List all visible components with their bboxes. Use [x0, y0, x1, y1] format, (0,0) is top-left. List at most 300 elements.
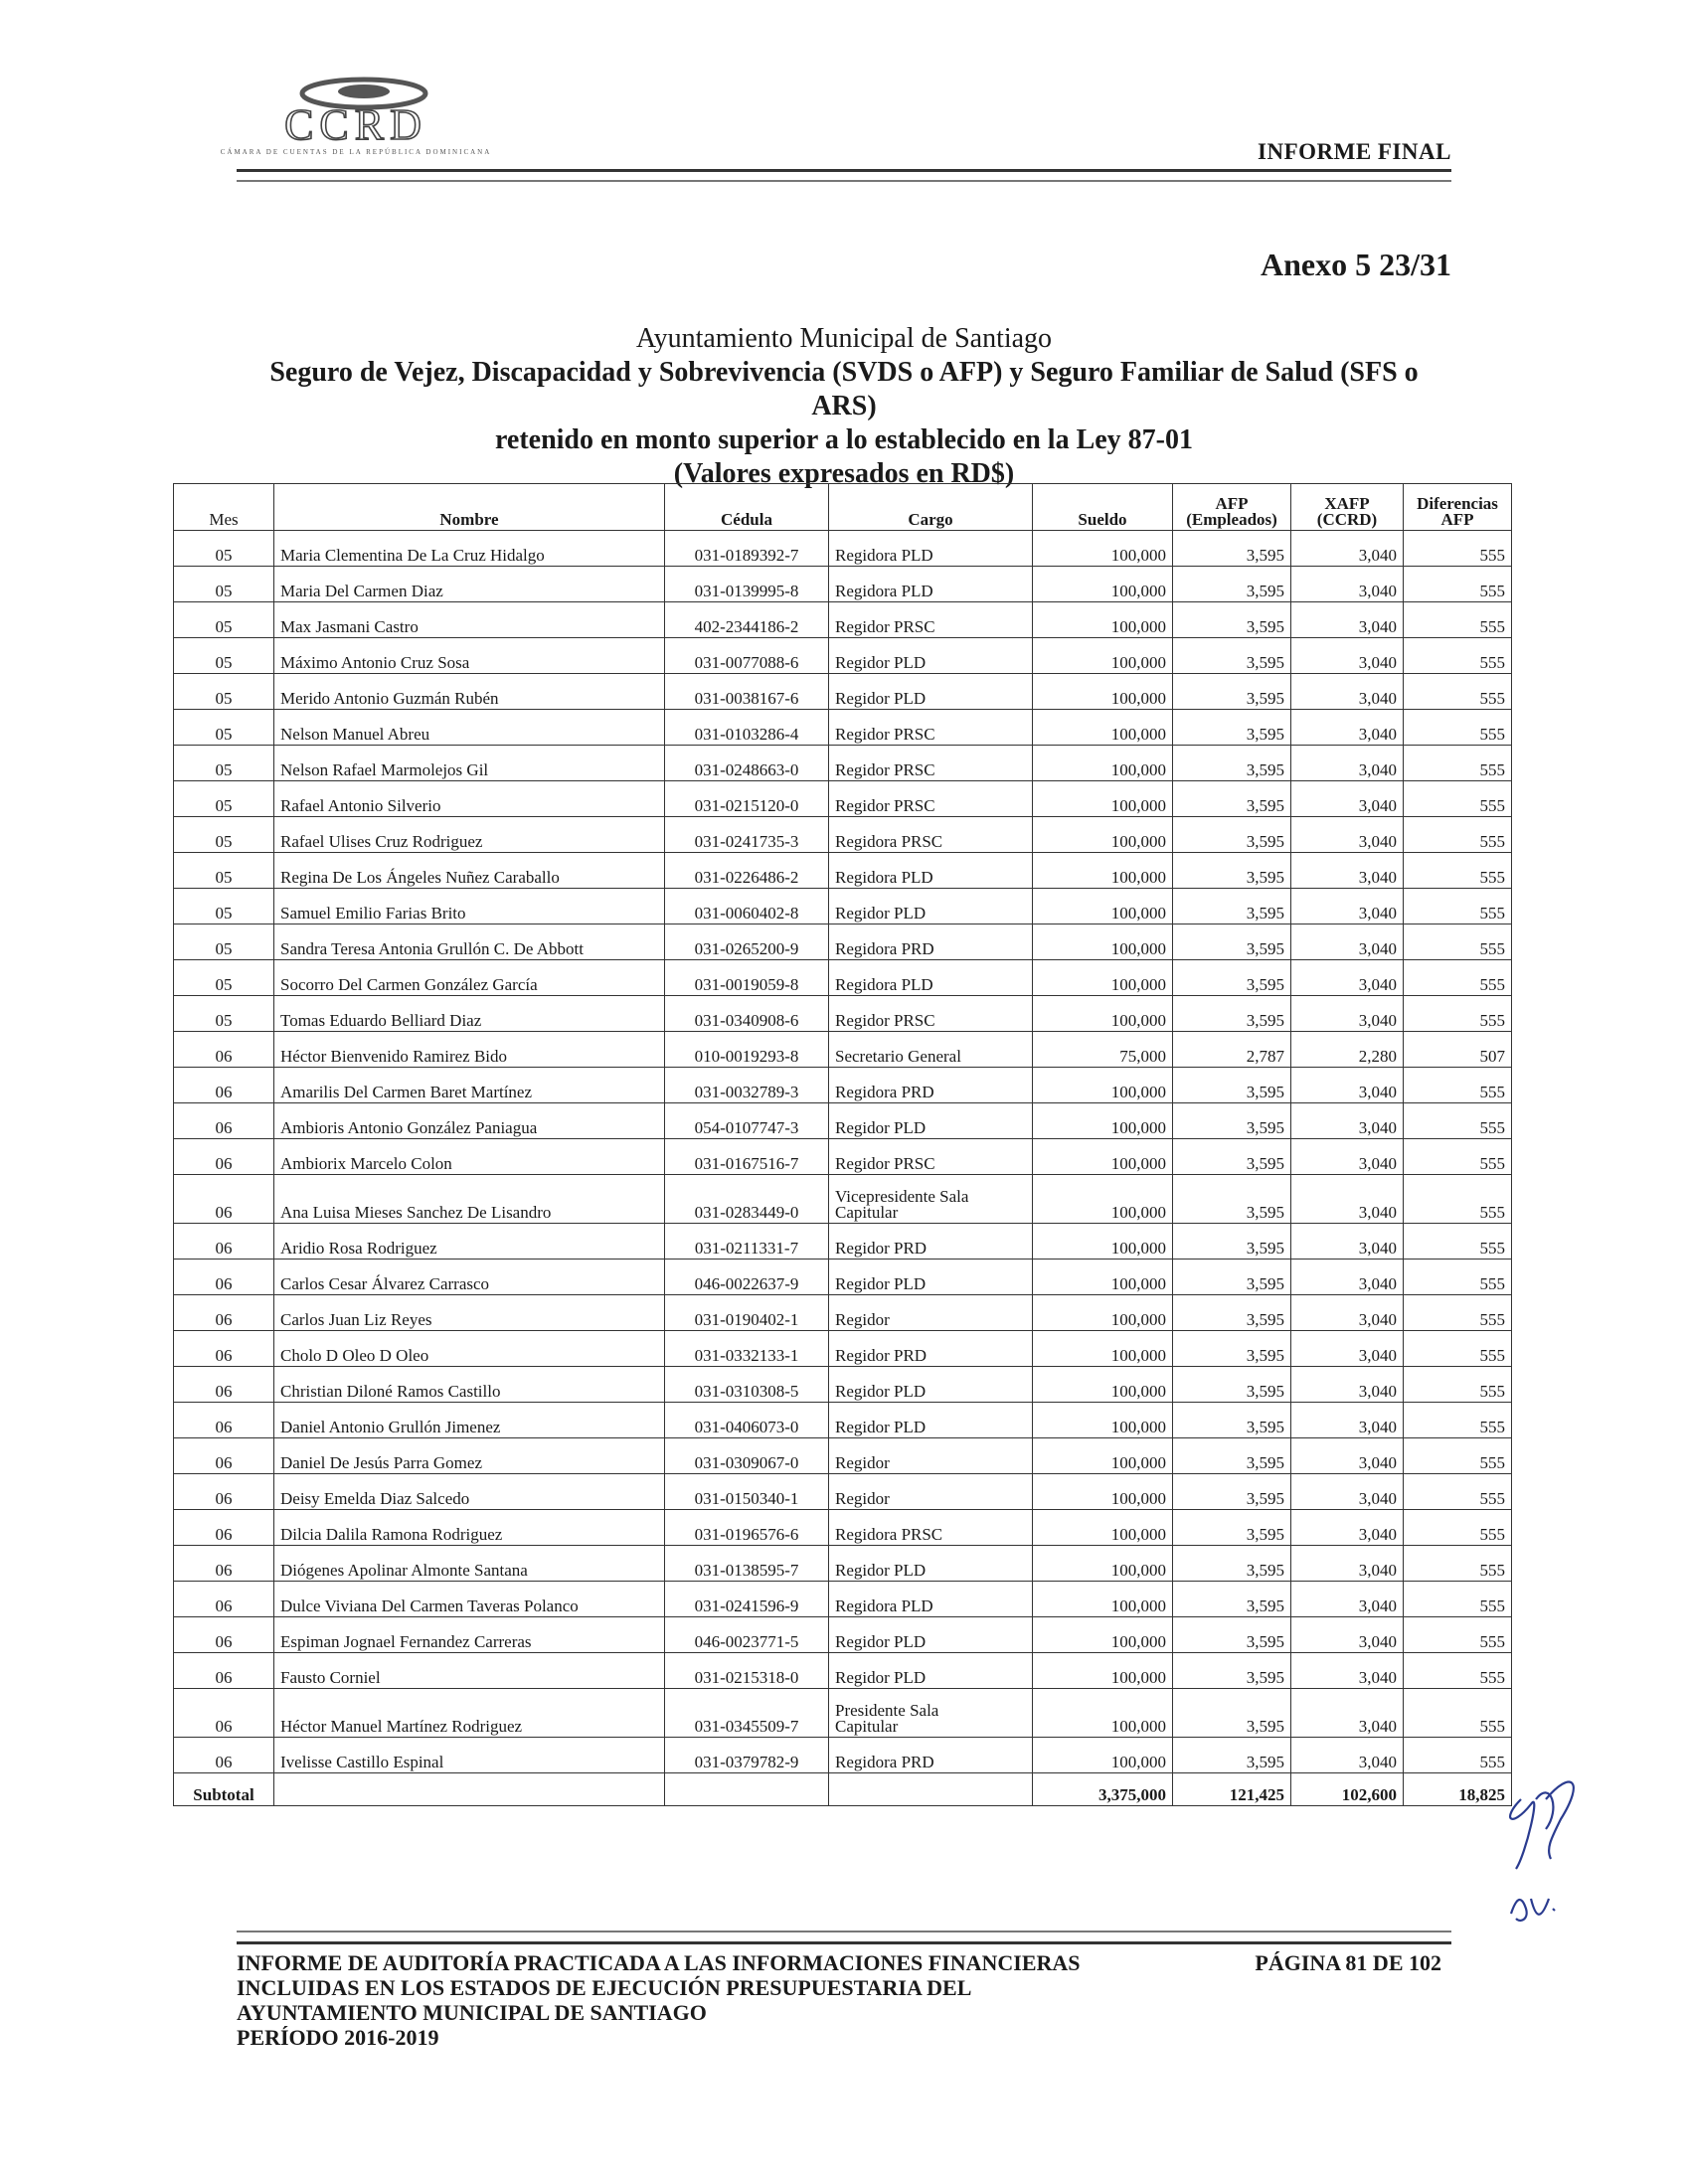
- cell-mes: 05: [174, 746, 274, 781]
- cell-cargo: Regidor: [829, 1474, 1033, 1510]
- cell-xafp: 3,040: [1291, 1474, 1404, 1510]
- cell-cedula: 046-0022637-9: [665, 1260, 829, 1295]
- cell-cargo: Regidora PLD: [829, 567, 1033, 602]
- cell-sueldo: 100,000: [1033, 1582, 1173, 1617]
- handwritten-initials: [1491, 1760, 1601, 1938]
- cell-mes: 06: [174, 1068, 274, 1103]
- table-row: [174, 1617, 1512, 1653]
- cell-afp: 2,787: [1173, 1032, 1291, 1068]
- cell-xafp: 3,040: [1291, 746, 1404, 781]
- cell-cargo: Regidora PRSC: [829, 1510, 1033, 1546]
- cell-afp: 3,595: [1173, 781, 1291, 817]
- cell-mes: 05: [174, 710, 274, 746]
- cell-cargo: Regidor PLD: [829, 1103, 1033, 1139]
- cell-xafp: 3,040: [1291, 1331, 1404, 1367]
- cell-diferencias: 555: [1404, 1738, 1512, 1773]
- cell-xafp: 3,040: [1291, 1224, 1404, 1260]
- cell-cedula: 031-0077088-6: [665, 638, 829, 674]
- cell-diferencias: 555: [1404, 1617, 1512, 1653]
- cell-cedula: 031-0265200-9: [665, 924, 829, 960]
- cell-diferencias: 555: [1404, 674, 1512, 710]
- cell-afp: 3,595: [1173, 1617, 1291, 1653]
- cell-nombre: Tomas Eduardo Belliard Diaz: [274, 996, 665, 1032]
- cell-sueldo: 100,000: [1033, 746, 1173, 781]
- cell-xafp: 3,040: [1291, 1546, 1404, 1582]
- table-row: [174, 1068, 1512, 1103]
- table-row: [174, 924, 1512, 960]
- cell-sueldo: 100,000: [1033, 1653, 1173, 1689]
- cell-cedula: 031-0038167-6: [665, 674, 829, 710]
- cell-nombre: Rafael Antonio Silverio: [274, 781, 665, 817]
- cell-mes: 06: [174, 1582, 274, 1617]
- cell-cedula: 031-0215318-0: [665, 1653, 829, 1689]
- cell-diferencias: 555: [1404, 1510, 1512, 1546]
- table-row: [174, 674, 1512, 710]
- cell-cargo: Regidor PLD: [829, 674, 1033, 710]
- cell-afp: 3,595: [1173, 1546, 1291, 1582]
- cell-afp: 3,595: [1173, 1175, 1291, 1224]
- cell-diferencias: 555: [1404, 1474, 1512, 1510]
- afp-table: [173, 483, 1512, 1806]
- cell-nombre: Merido Antonio Guzmán Rubén: [274, 674, 665, 710]
- cell-sueldo: 100,000: [1033, 1260, 1173, 1295]
- cell-afp: 3,595: [1173, 1689, 1291, 1738]
- cell-cargo: Regidor PRSC: [829, 1139, 1033, 1175]
- cell-sueldo: 100,000: [1033, 1295, 1173, 1331]
- cell-afp: 3,595: [1173, 1367, 1291, 1403]
- col-afp: [1173, 484, 1291, 531]
- cell-mes: 06: [174, 1546, 274, 1582]
- table-row: [174, 602, 1512, 638]
- cell-afp: 3,595: [1173, 996, 1291, 1032]
- cell-nombre: Aridio Rosa Rodriguez: [274, 1224, 665, 1260]
- table-header-row: [174, 484, 1512, 531]
- cell-cargo-line2: Capitular: [835, 1203, 899, 1222]
- cell-cedula: 031-0150340-1: [665, 1474, 829, 1510]
- cell-nombre: Sandra Teresa Antonia Grullón C. De Abbott: [274, 924, 665, 960]
- cell-diferencias: 555: [1404, 1653, 1512, 1689]
- cell-nombre: Maria Clementina De La Cruz Hidalgo: [274, 531, 665, 567]
- cell-sueldo: 100,000: [1033, 1546, 1173, 1582]
- cell-cargo: Regidora PRD: [829, 1068, 1033, 1103]
- cell-mes: 05: [174, 567, 274, 602]
- title-subject: Seguro de Vejez, Discapacidad y Sobrevivencia (SVDS o AFP) y Seguro Familiar de Salud (SFS o ARS): [269, 357, 1419, 421]
- cell-cedula: 031-0310308-5: [665, 1367, 829, 1403]
- cell-nombre: Max Jasmani Castro: [274, 602, 665, 638]
- cell-cedula: 031-0241596-9: [665, 1582, 829, 1617]
- cell-afp: 3,595: [1173, 1068, 1291, 1103]
- cell-cargo: Regidor PRD: [829, 1224, 1033, 1260]
- cell-xafp: 3,040: [1291, 817, 1404, 853]
- cell-diferencias: 555: [1404, 602, 1512, 638]
- cell-xafp: 3,040: [1291, 1175, 1404, 1224]
- cell-cedula: 046-0023771-5: [665, 1617, 829, 1653]
- cell-cedula: 031-0309067-0: [665, 1438, 829, 1474]
- cell-cedula: 031-0189392-7: [665, 531, 829, 567]
- cell-nombre: Dilcia Dalila Ramona Rodriguez: [274, 1510, 665, 1546]
- cell-diferencias: 555: [1404, 1403, 1512, 1438]
- col-xafp: [1291, 484, 1404, 531]
- table-row: [174, 1295, 1512, 1331]
- footer-report-title: [237, 1950, 1131, 2050]
- cell-nombre: Máximo Antonio Cruz Sosa: [274, 638, 665, 674]
- cell-cedula: 031-0379782-9: [665, 1738, 829, 1773]
- cell-cedula: 031-0139995-8: [665, 567, 829, 602]
- cell-nombre: Héctor Bienvenido Ramirez Bido: [274, 1032, 665, 1068]
- subtotal-empty: [274, 1773, 665, 1806]
- table-row: [174, 996, 1512, 1032]
- table-row: [174, 1032, 1512, 1068]
- cell-diferencias: 555: [1404, 1103, 1512, 1139]
- col-xafp-line1: XAFP: [1324, 494, 1370, 513]
- cell-mes: 06: [174, 1738, 274, 1773]
- cell-diferencias: 555: [1404, 853, 1512, 889]
- col-nombre: Nombre: [274, 484, 665, 531]
- cell-xafp: 3,040: [1291, 638, 1404, 674]
- cell-cargo: Regidor PRSC: [829, 710, 1033, 746]
- col-xafp-line2: (CCRD): [1316, 510, 1378, 529]
- subtotal-empty: [829, 1773, 1033, 1806]
- cell-mes: 06: [174, 1260, 274, 1295]
- cell-cargo: Regidor PLD: [829, 1546, 1033, 1582]
- cell-mes: 06: [174, 1103, 274, 1139]
- cell-xafp: 3,040: [1291, 1403, 1404, 1438]
- cell-sueldo: 100,000: [1033, 853, 1173, 889]
- cell-afp: 3,595: [1173, 1738, 1291, 1773]
- footer-line: AYUNTAMIENTO MUNICIPAL DE SANTIAGO: [237, 2000, 707, 2025]
- title-currency: (Valores expresados en RD$): [673, 458, 1015, 489]
- cell-xafp: 3,040: [1291, 1510, 1404, 1546]
- table-row: [174, 746, 1512, 781]
- cell-mes: 06: [174, 1367, 274, 1403]
- col-sueldo: Sueldo: [1033, 484, 1173, 531]
- footer-line: PERÍODO 2016-2019: [237, 2025, 439, 2050]
- cell-nombre: Dulce Viviana Del Carmen Taveras Polanco: [274, 1582, 665, 1617]
- cell-afp: 3,595: [1173, 1653, 1291, 1689]
- cell-mes: 05: [174, 781, 274, 817]
- cell-cargo: Regidor PLD: [829, 1367, 1033, 1403]
- cell-nombre: Nelson Manuel Abreu: [274, 710, 665, 746]
- subtotal-xafp: 102,600: [1291, 1773, 1404, 1806]
- cell-cedula: 031-0190402-1: [665, 1295, 829, 1331]
- col-cedula: Cédula: [665, 484, 829, 531]
- cell-sueldo: 100,000: [1033, 996, 1173, 1032]
- svg-text:CÁMARA DE CUENTAS DE LA REPÚBL: CÁMARA DE CUENTAS DE LA REPÚBLICA DOMINICANA: [220, 148, 492, 156]
- cell-diferencias: 555: [1404, 889, 1512, 924]
- cell-sueldo: 100,000: [1033, 674, 1173, 710]
- table-row: [174, 781, 1512, 817]
- cell-diferencias: 555: [1404, 817, 1512, 853]
- svg-text:CCRD: CCRD: [284, 100, 427, 149]
- cell-sueldo: 100,000: [1033, 1689, 1173, 1738]
- cell-xafp: 3,040: [1291, 674, 1404, 710]
- cell-xafp: 3,040: [1291, 567, 1404, 602]
- cell-cargo: Regidor PRSC: [829, 746, 1033, 781]
- cell-cedula: 031-0103286-4: [665, 710, 829, 746]
- table-row: [174, 531, 1512, 567]
- cell-cargo: Regidora PRSC: [829, 817, 1033, 853]
- cell-nombre: Rafael Ulises Cruz Rodriguez: [274, 817, 665, 853]
- cell-sueldo: 100,000: [1033, 1103, 1173, 1139]
- table-row: [174, 817, 1512, 853]
- cell-sueldo: 100,000: [1033, 1403, 1173, 1438]
- cell-afp: 3,595: [1173, 889, 1291, 924]
- cell-xafp: 3,040: [1291, 1689, 1404, 1738]
- cell-sueldo: 100,000: [1033, 1738, 1173, 1773]
- header-rule: [237, 169, 1451, 182]
- cell-afp: 3,595: [1173, 1510, 1291, 1546]
- cell-xafp: 3,040: [1291, 710, 1404, 746]
- cell-sueldo: 100,000: [1033, 602, 1173, 638]
- cell-nombre: Deisy Emelda Diaz Salcedo: [274, 1474, 665, 1510]
- table-row: [174, 1438, 1512, 1474]
- cell-cargo-line2: Capitular: [835, 1717, 899, 1736]
- cell-mes: 06: [174, 1175, 274, 1224]
- cell-cargo: Regidor PLD: [829, 1617, 1033, 1653]
- table-row: [174, 1103, 1512, 1139]
- page-number: PÁGINA 81 DE 102: [1255, 1950, 1441, 1975]
- cell-cedula: 031-0226486-2: [665, 853, 829, 889]
- cell-sueldo: 100,000: [1033, 1331, 1173, 1367]
- cell-sueldo: 100,000: [1033, 924, 1173, 960]
- cell-diferencias: 555: [1404, 1438, 1512, 1474]
- cell-afp: 3,595: [1173, 1403, 1291, 1438]
- cell-cargo: Regidora PLD: [829, 960, 1033, 996]
- cell-afp: 3,595: [1173, 531, 1291, 567]
- cell-nombre: Diógenes Apolinar Almonte Santana: [274, 1546, 665, 1582]
- cell-cedula: 054-0107747-3: [665, 1103, 829, 1139]
- cell-mes: 06: [174, 1331, 274, 1367]
- cell-cargo: Regidor PRSC: [829, 996, 1033, 1032]
- cell-diferencias: 555: [1404, 567, 1512, 602]
- cell-xafp: 3,040: [1291, 602, 1404, 638]
- cell-nombre: Socorro Del Carmen González García: [274, 960, 665, 996]
- cell-cargo: Regidora PRD: [829, 1738, 1033, 1773]
- cell-afp: 3,595: [1173, 638, 1291, 674]
- cell-sueldo: 75,000: [1033, 1032, 1173, 1068]
- annex-number: Anexo 5 23/31: [1261, 247, 1451, 282]
- cell-afp: 3,595: [1173, 1224, 1291, 1260]
- cell-cargo: Regidora PRD: [829, 924, 1033, 960]
- cell-cedula: 031-0215120-0: [665, 781, 829, 817]
- subtotal-label: Subtotal: [174, 1773, 274, 1806]
- cell-mes: 06: [174, 1295, 274, 1331]
- cell-cargo-line1: Presidente Sala: [835, 1701, 939, 1720]
- cell-nombre: Ambioris Antonio González Paniagua: [274, 1103, 665, 1139]
- cell-sueldo: 100,000: [1033, 960, 1173, 996]
- cell-xafp: 3,040: [1291, 1068, 1404, 1103]
- cell-xafp: 3,040: [1291, 924, 1404, 960]
- subtotal-empty: [665, 1773, 829, 1806]
- cell-cargo: Regidor PLD: [829, 638, 1033, 674]
- cell-sueldo: 100,000: [1033, 567, 1173, 602]
- cell-xafp: 3,040: [1291, 1738, 1404, 1773]
- cell-diferencias: 555: [1404, 924, 1512, 960]
- cell-afp: 3,595: [1173, 1103, 1291, 1139]
- cell-diferencias: 555: [1404, 1331, 1512, 1367]
- cell-sueldo: 100,000: [1033, 817, 1173, 853]
- cell-diferencias: 555: [1404, 1546, 1512, 1582]
- cell-xafp: 3,040: [1291, 1260, 1404, 1295]
- cell-sueldo: 100,000: [1033, 1617, 1173, 1653]
- cell-sueldo: 100,000: [1033, 1438, 1173, 1474]
- cell-diferencias: 555: [1404, 531, 1512, 567]
- title-entity: Ayuntamiento Municipal de Santiago: [635, 323, 1053, 354]
- footer-rule: [237, 1931, 1451, 1944]
- cell-nombre: Ivelisse Castillo Espinal: [274, 1738, 665, 1773]
- cell-xafp: 3,040: [1291, 781, 1404, 817]
- cell-mes: 06: [174, 1689, 274, 1738]
- cell-sueldo: 100,000: [1033, 1224, 1173, 1260]
- table-row: [174, 1331, 1512, 1367]
- table-row: [174, 889, 1512, 924]
- cell-afp: 3,595: [1173, 674, 1291, 710]
- cell-nombre: Samuel Emilio Farias Brito: [274, 889, 665, 924]
- cell-cargo: Regidor PRSC: [829, 602, 1033, 638]
- cell-mes: 05: [174, 531, 274, 567]
- cell-sueldo: 100,000: [1033, 1510, 1173, 1546]
- cell-xafp: 3,040: [1291, 1582, 1404, 1617]
- cell-mes: 05: [174, 996, 274, 1032]
- cell-diferencias: 555: [1404, 996, 1512, 1032]
- cell-nombre: Daniel Antonio Grullón Jimenez: [274, 1403, 665, 1438]
- col-diferencias: [1404, 484, 1512, 531]
- table-row: [174, 1403, 1512, 1438]
- cell-afp: 3,595: [1173, 853, 1291, 889]
- col-afp-line2: (Empleados): [1186, 510, 1277, 529]
- table-row: [174, 1260, 1512, 1295]
- cell-nombre: Amarilis Del Carmen Baret Martínez: [274, 1068, 665, 1103]
- table-row: [174, 567, 1512, 602]
- cell-mes: 05: [174, 674, 274, 710]
- cell-xafp: 3,040: [1291, 531, 1404, 567]
- cell-mes: 05: [174, 924, 274, 960]
- cell-nombre: Christian Diloné Ramos Castillo: [274, 1367, 665, 1403]
- subtotal-diferencias: 18,825: [1404, 1773, 1512, 1806]
- cell-sueldo: 100,000: [1033, 1474, 1173, 1510]
- cell-nombre: Ambiorix Marcelo Colon: [274, 1139, 665, 1175]
- cell-cedula: 031-0345509-7: [665, 1689, 829, 1738]
- subtotal-sueldo: 3,375,000: [1033, 1773, 1173, 1806]
- table-row: [174, 1738, 1512, 1773]
- cell-afp: 3,595: [1173, 1260, 1291, 1295]
- cell-cedula: 031-0241735-3: [665, 817, 829, 853]
- cell-mes: 06: [174, 1224, 274, 1260]
- cell-diferencias: 555: [1404, 960, 1512, 996]
- table-row: [174, 710, 1512, 746]
- cell-afp: 3,595: [1173, 602, 1291, 638]
- cell-mes: 05: [174, 889, 274, 924]
- cell-diferencias: 555: [1404, 710, 1512, 746]
- cell-xafp: 3,040: [1291, 1139, 1404, 1175]
- cell-cargo: Regidor PRD: [829, 1331, 1033, 1367]
- cell-cargo: Regidor PLD: [829, 1260, 1033, 1295]
- cell-xafp: 3,040: [1291, 853, 1404, 889]
- cell-mes: 06: [174, 1653, 274, 1689]
- cell-sueldo: 100,000: [1033, 638, 1173, 674]
- cell-xafp: 3,040: [1291, 960, 1404, 996]
- cell-cargo: Regidor: [829, 1438, 1033, 1474]
- cell-sueldo: 100,000: [1033, 781, 1173, 817]
- cell-afp: 3,595: [1173, 567, 1291, 602]
- cell-nombre: Nelson Rafael Marmolejos Gil: [274, 746, 665, 781]
- col-cargo: Cargo: [829, 484, 1033, 531]
- cell-nombre: Fausto Corniel: [274, 1653, 665, 1689]
- cell-afp: 3,595: [1173, 1295, 1291, 1331]
- cell-diferencias: 555: [1404, 638, 1512, 674]
- cell-sueldo: 100,000: [1033, 1068, 1173, 1103]
- cell-cedula: 031-0211331-7: [665, 1224, 829, 1260]
- cell-sueldo: 100,000: [1033, 710, 1173, 746]
- cell-cedula: 031-0196576-6: [665, 1510, 829, 1546]
- subtotal-afp: 121,425: [1173, 1773, 1291, 1806]
- footer-line: INCLUIDAS EN LOS ESTADOS DE EJECUCIÓN PRESUPUESTARIA DEL: [237, 1975, 972, 2000]
- cell-cargo: Regidora PLD: [829, 853, 1033, 889]
- cell-cedula: 031-0248663-0: [665, 746, 829, 781]
- table-row: [174, 1582, 1512, 1617]
- cell-nombre: Carlos Juan Liz Reyes: [274, 1295, 665, 1331]
- cell-afp: 3,595: [1173, 1474, 1291, 1510]
- cell-sueldo: 100,000: [1033, 1175, 1173, 1224]
- cell-afp: 3,595: [1173, 1139, 1291, 1175]
- cell-cargo: Regidor: [829, 1295, 1033, 1331]
- cell-xafp: 3,040: [1291, 1653, 1404, 1689]
- cell-cedula: 031-0406073-0: [665, 1403, 829, 1438]
- cell-xafp: 3,040: [1291, 1103, 1404, 1139]
- cell-diferencias: 555: [1404, 746, 1512, 781]
- cell-mes: 06: [174, 1617, 274, 1653]
- cell-diferencias: 555: [1404, 1295, 1512, 1331]
- cell-mes: 06: [174, 1403, 274, 1438]
- cell-cargo: Regidor PLD: [829, 889, 1033, 924]
- table-row: [174, 853, 1512, 889]
- cell-afp: 3,595: [1173, 1438, 1291, 1474]
- cell-cedula: 031-0138595-7: [665, 1546, 829, 1582]
- cell-afp: 3,595: [1173, 924, 1291, 960]
- cell-nombre: Ana Luisa Mieses Sanchez De Lisandro: [274, 1175, 665, 1224]
- cell-cedula: 031-0332133-1: [665, 1331, 829, 1367]
- table-row: [174, 1175, 1512, 1224]
- cell-mes: 06: [174, 1032, 274, 1068]
- cell-xafp: 3,040: [1291, 1295, 1404, 1331]
- subtotal-row: [174, 1773, 1512, 1806]
- cell-mes: 06: [174, 1139, 274, 1175]
- cell-cedula: 010-0019293-8: [665, 1032, 829, 1068]
- document-titles: [237, 322, 1451, 491]
- cell-afp: 3,595: [1173, 710, 1291, 746]
- table-row: [174, 1546, 1512, 1582]
- cell-cargo: Secretario General: [829, 1032, 1033, 1068]
- report-tag: INFORME FINAL: [1258, 139, 1451, 164]
- cell-nombre: Espiman Jognael Fernandez Carreras: [274, 1617, 665, 1653]
- cell-sueldo: 100,000: [1033, 1139, 1173, 1175]
- cell-cedula: 031-0167516-7: [665, 1139, 829, 1175]
- cell-afp: 3,595: [1173, 746, 1291, 781]
- cell-xafp: 3,040: [1291, 889, 1404, 924]
- cell-nombre: Maria Del Carmen Diaz: [274, 567, 665, 602]
- ccrd-logo: [220, 70, 492, 169]
- cell-diferencias: 555: [1404, 1367, 1512, 1403]
- cell-diferencias: 555: [1404, 1139, 1512, 1175]
- cell-cedula: 031-0340908-6: [665, 996, 829, 1032]
- col-dif-line1: Diferencias: [1417, 494, 1498, 513]
- cell-nombre: Regina De Los Ángeles Nuñez Caraballo: [274, 853, 665, 889]
- cell-diferencias: 555: [1404, 1582, 1512, 1617]
- cell-cargo: Regidor PLD: [829, 1403, 1033, 1438]
- cell-cargo: Regidora PLD: [829, 531, 1033, 567]
- cell-sueldo: 100,000: [1033, 531, 1173, 567]
- col-mes: Mes: [174, 484, 274, 531]
